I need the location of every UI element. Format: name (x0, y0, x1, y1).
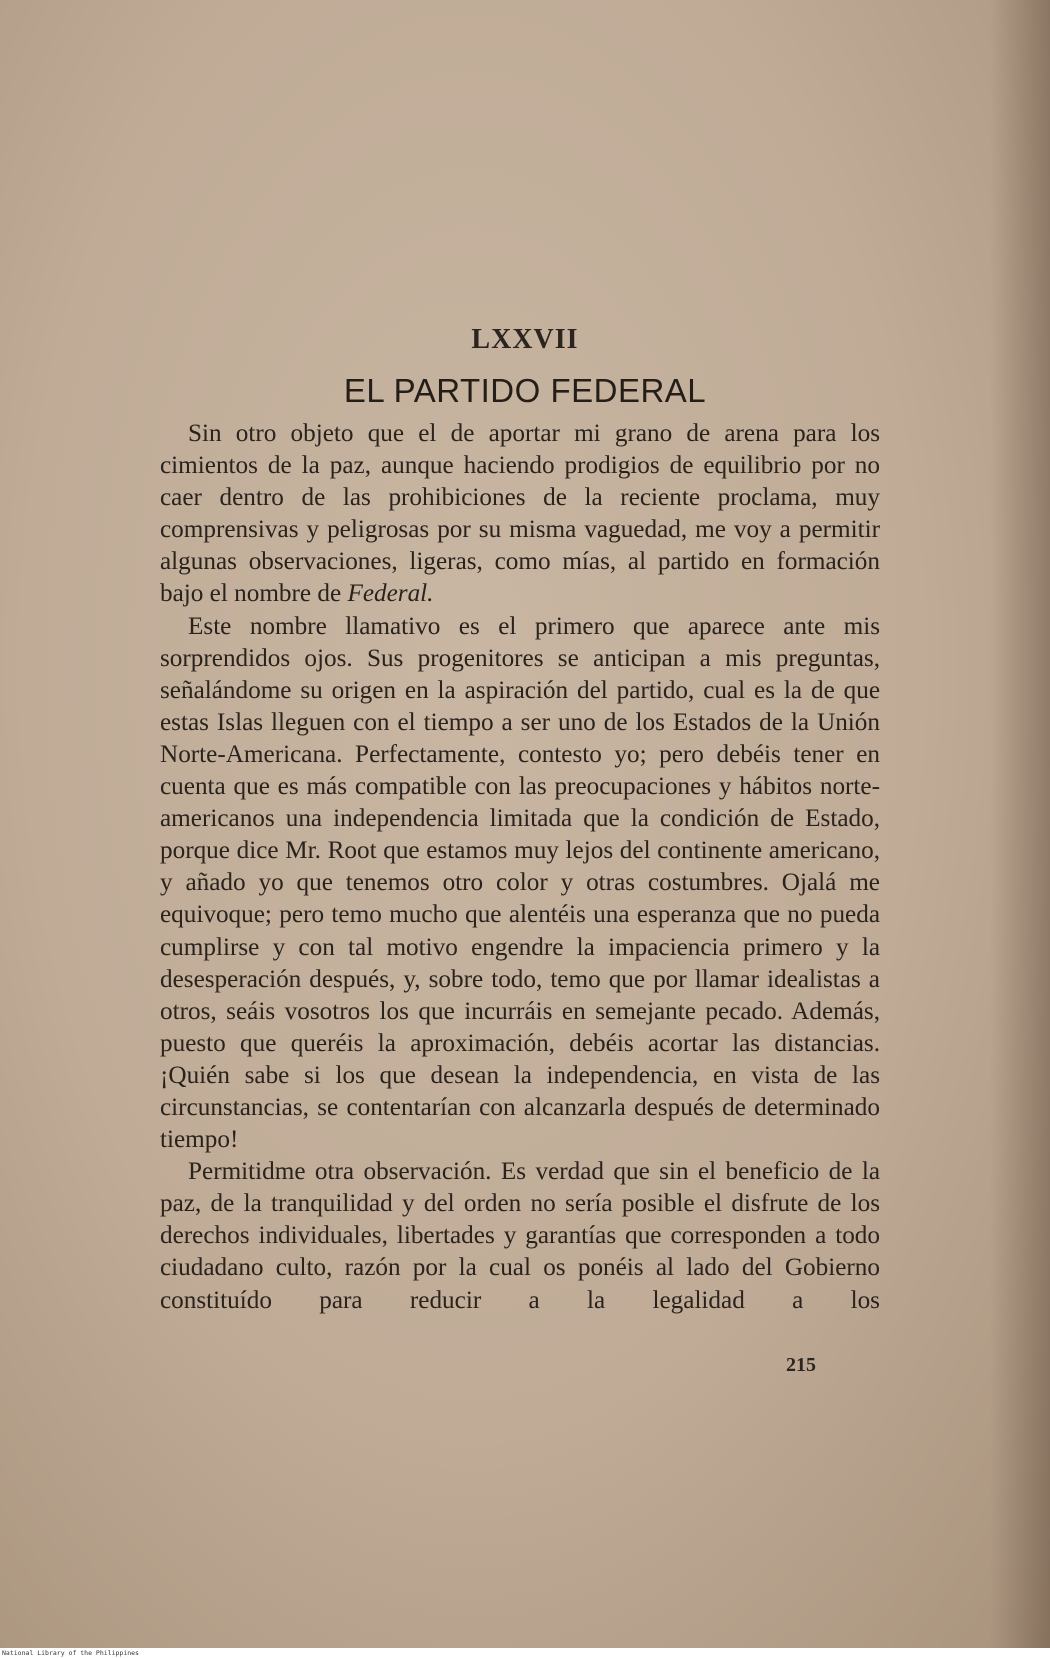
paragraph-1 (160, 418, 880, 611)
page-number: 215 (786, 1354, 816, 1376)
paragraph-1-text: Sin otro objeto que el de aportar mi grano de arena para los cimientos de la paz, aunque haciendo prodigios de equilibrio por no caer dentro de las prohibiciones de la reciente proclama, muy comprensivas y peligrosas por su misma vaguedad, me voy a permitir algunas observaciones, ligeras, como mías, al partido en formación bajo el nombre de (160, 420, 880, 608)
paragraph-2: Este nombre llamativo es el primero que aparece ante mis sorprendidos ojos. Sus progenitores se anticipan a mis preguntas, señalándome su origen en la aspiración del partido, cual es la de que estas Islas lleguen con el tiempo a ser uno de los Estados de la Unión Norte-Americana. Perfectamente, contesto yo; pero debéis tener en cuenta que es más compatible con las preocupaciones y hábitos norte-americanos una independencia limitada que la condición de Estado, porque dice Mr. Root que estamos muy lejos del continente americano, y añado yo que tenemos otro color y otras costumbres. Ojalá me equivoque; pero temo mucho que alentéis una esperanza que no pueda cumplirse y con tal motivo engendre la impaciencia primero y la desesperación después, y, sobre todo, temo que por llamar idealistas a otros, seáis vosotros los que incurráis en semejante pecado. Además, puesto que queréis la aproximación, debéis acortar las distancias. ¡Quién sabe si los que desean la independencia, en vista de las circunstancias, se contentarían con alcanzarla después de determinado tiempo! (160, 612, 880, 1154)
body-text (160, 418, 880, 1317)
chapter-number: LXXVII (471, 324, 579, 355)
paragraph-1-emphasis: Federal. (347, 580, 434, 608)
footer-credit: National Library of the Philippines (2, 1649, 139, 1657)
footer-bar (0, 1648, 1050, 1658)
page-edge-shadow (990, 0, 1050, 1658)
paragraph-3: Permitidme otra observación. Es verdad que sin el beneficio de la paz, de la tranquilidad y del orden no sería posible el disfrute de los derechos individuales, libertades y garantías que corresponden a todo ciudadano culto, razón por la cual os ponéis al lado del Gobierno constituído para reducir a la legalidad a los (160, 1158, 880, 1314)
chapter-title: EL PARTIDO FEDERAL (343, 372, 707, 409)
